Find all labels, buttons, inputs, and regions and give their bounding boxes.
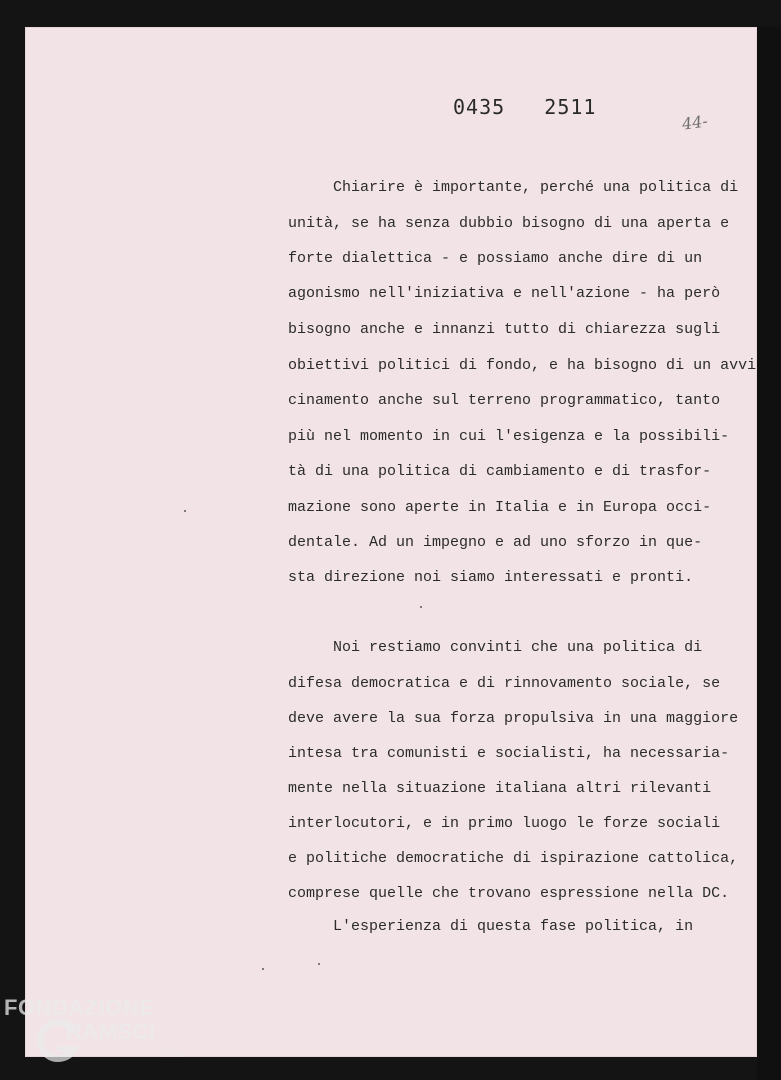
watermark-line1: FONDAZIONE — [4, 995, 155, 1020]
scan-speck — [262, 968, 264, 970]
text-line: più nel momento in cui l'esigenza e la possibili- — [288, 428, 730, 445]
text-line: agonismo nell'iniziativa e nell'azione - ha però — [288, 285, 721, 302]
text-line: e politiche democratiche di ispirazione cattolica, — [288, 850, 739, 867]
scan-edge — [757, 27, 781, 1080]
text-line: comprese quelle che trovano espressione nella DC. — [288, 885, 730, 902]
watermark-suffix: onlus — [159, 1049, 183, 1060]
scan-speck — [420, 606, 422, 608]
fondazione-gramsci-watermark — [4, 995, 204, 1075]
text-line: L'esperienza di questa fase politica, in — [288, 918, 694, 935]
text-line: Noi restiamo convinti che una politica di — [288, 639, 703, 656]
text-line: deve avere la sua forza propulsiva in una maggiore — [288, 710, 739, 727]
text-line: forte dialettica - e possiamo anche dire di un — [288, 250, 703, 267]
text-line: mente nella situazione italiana altri rilevanti — [288, 780, 712, 797]
text-line: tà di una politica di cambiamento e di trasfor- — [288, 463, 712, 480]
text-line: cinamento anche sul terreno programmatico, tanto — [288, 392, 721, 409]
text-line: sta direzione noi siamo interessati e pronti. — [288, 569, 694, 586]
text-line: Chiarire è importante, perché una politica di — [288, 179, 739, 196]
handwritten-page-note: 44- — [680, 111, 709, 134]
scan-speck — [184, 510, 186, 512]
text-line: intesa tra comunisti e socialisti, ha necessaria- — [288, 745, 730, 762]
archive-number: 0435 2511 — [453, 95, 597, 119]
text-line: unità, se ha senza dubbio bisogno di una aperta e — [288, 215, 730, 232]
text-line: dentale. Ad un impegno e ad uno sforzo in que- — [288, 534, 703, 551]
text-line: obiettivi politici di fondo, e ha bisogno di un avvi — [288, 357, 757, 374]
text-line: interlocutori, e in primo luogo le forze sociali — [288, 815, 721, 832]
text-line: difesa democratica e di rinnovamento sociale, se — [288, 675, 721, 692]
watermark-line2: RAMSCI — [66, 1019, 156, 1044]
text-line: mazione sono aperte in Italia e in Europa occi- — [288, 499, 712, 516]
scan-speck — [318, 963, 320, 965]
text-line: bisogno anche e innanzi tutto di chiarezza sugli — [288, 321, 721, 338]
